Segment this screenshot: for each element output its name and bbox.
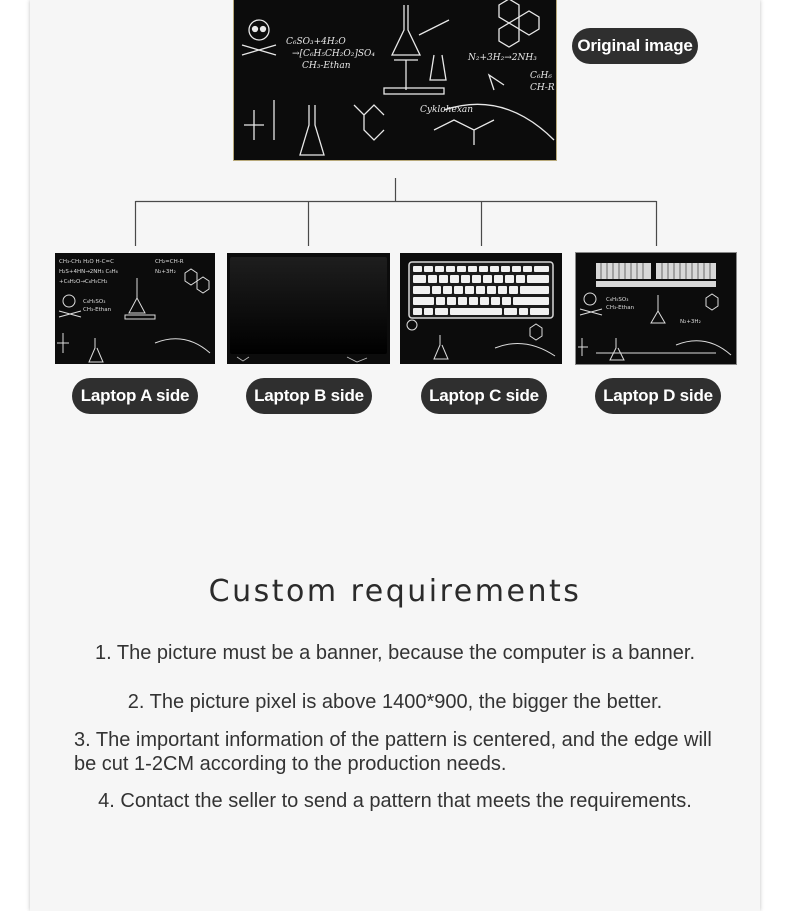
svg-text:C₆H₅SO₃: C₆H₅SO₃ [606,297,629,303]
svg-text:+C₆H₂O→C₆H₅CH₂: +C₆H₂O→C₆H₅CH₂ [59,279,108,285]
formula-text: →[C₆H₅CH₂O₂]SO₄ [292,49,375,59]
laptop-c-side-image [400,253,562,364]
chalkboard-pattern [234,0,556,160]
formula-text: N₂+3H₂→2NH₃ [468,53,537,63]
formula-text: C₆SO₃+4H₂O [286,37,346,47]
svg-text:CH₃-Ethan: CH₃-Ethan [83,307,112,313]
requirement-item-4: 4. Contact the seller to send a pattern that meets the requirements. [98,790,692,812]
original-image-label: Original image [572,28,698,64]
requirements-title: Custom requirements [208,574,582,609]
svg-text:N₂+3H₂: N₂+3H₂ [680,319,701,325]
svg-text:C₆H₅SO₃: C₆H₅SO₃ [83,299,106,305]
laptop-a-side-image [55,253,215,364]
laptop-d-side-image [575,252,737,365]
requirement-item-2: 2. The picture pixel is above 1400*900, the bigger the better. [127,691,663,713]
svg-text:CH₃-Ethan: CH₃-Ethan [606,305,635,311]
laptop-c-side-label: Laptop C side [421,378,547,414]
original-image [233,0,557,161]
svg-text:H₂S+4HN→2NH₃ C₆H₆: H₂S+4HN→2NH₃ C₆H₆ [59,269,118,275]
svg-text:N₂+3H₂: N₂+3H₂ [155,269,176,275]
svg-text:CH₃-CH₃ H₂O H-C=C: CH₃-CH₃ H₂O H-C=C [59,259,114,265]
formula-text: CH-R [530,83,555,93]
svg-text:CH₂=CH-R: CH₂=CH-R [155,259,184,265]
requirement-item-3: 3. The important information of the pattern is centered, and the edge will be cut 1-2CM according to the production needs. [74,729,712,775]
laptop-d-side-label: Laptop D side [595,378,721,414]
requirement-item-1: 1. The picture must be a banner, because the computer is a banner. [94,642,695,664]
formula-text: C₆H₆ [530,71,552,81]
laptop-b-side-label: Laptop B side [246,378,372,414]
laptop-a-side-label: Laptop A side [72,378,198,414]
formula-text: Cyklohexan [420,105,474,115]
formula-text: CH₃-Ethan [302,61,351,71]
laptop-b-side-image [227,253,390,364]
